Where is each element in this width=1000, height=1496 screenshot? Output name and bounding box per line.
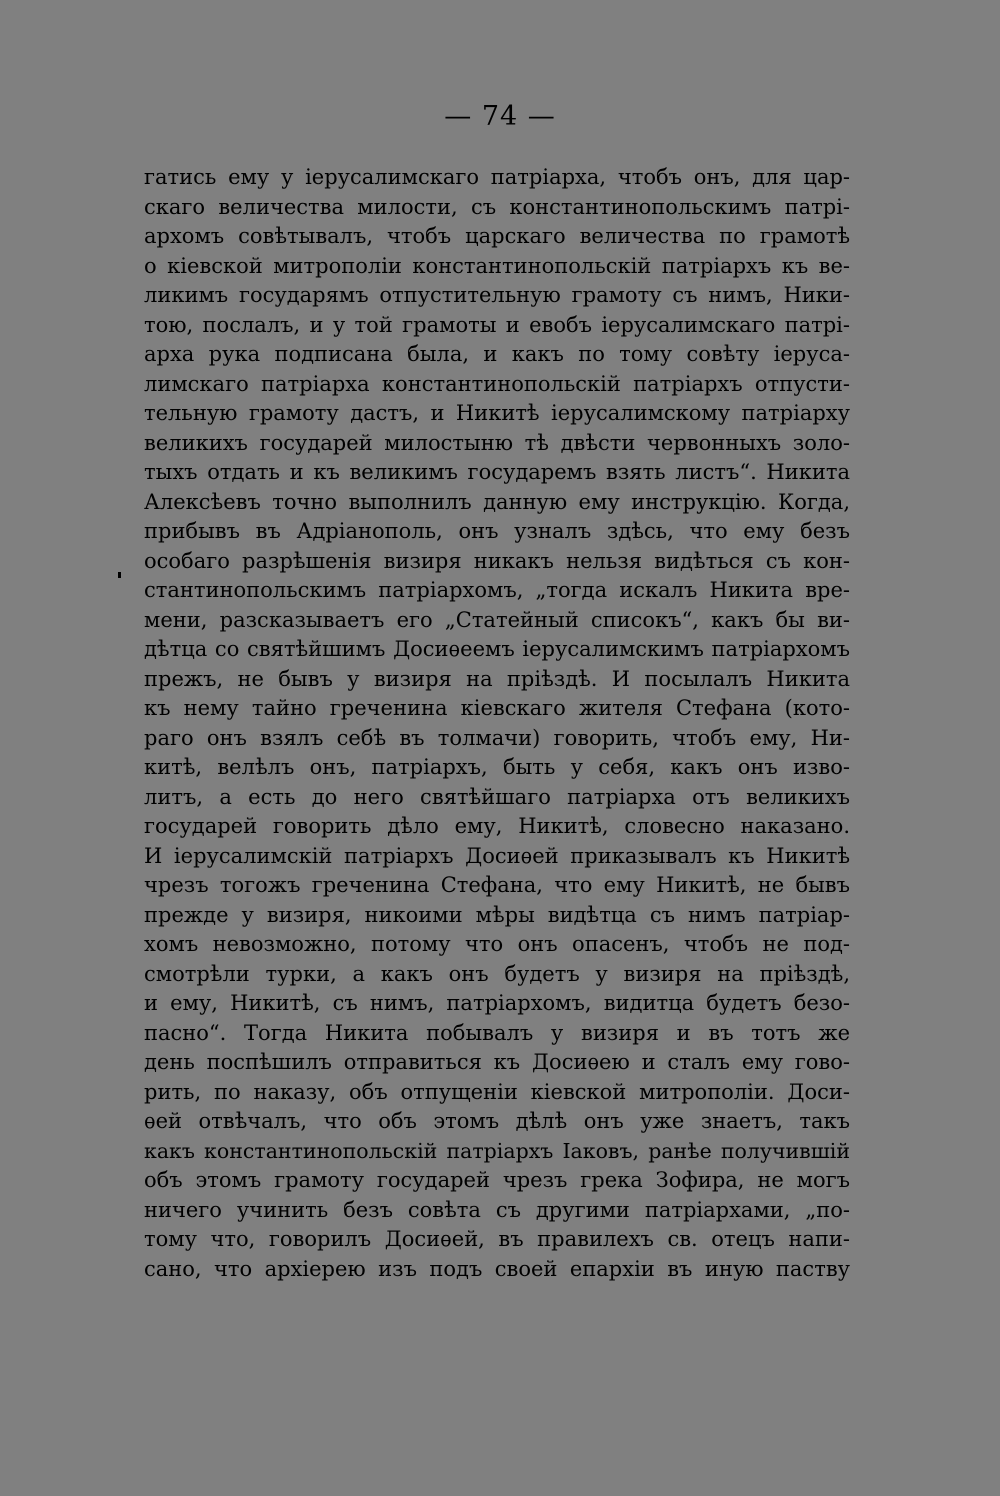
text-line: ѳей отвѣчалъ, что объ этомъ дѣлѣ онъ уже знаетъ, такъ (144, 1109, 850, 1133)
text-line: великихъ государей милостыню тѣ двѣсти червонныхъ золо- (144, 430, 850, 455)
text-line: къ нему тайно греченина кіевскаго жителя Стефана (кото- (144, 696, 850, 720)
text-line: стантинопольскимъ патріархомъ, „тогда искалъ Никита вре- (144, 578, 850, 602)
text-line: прежде у визиря, никоими мѣры видѣтца съ нимъ патріар- (144, 902, 850, 927)
text-line: тельную грамоту дастъ, и Никитѣ іерусалимскому патріарху (144, 401, 850, 425)
text-line: рить, по наказу, объ отпущеніи кіевской митрополіи. Доси- (144, 1079, 850, 1104)
text-line: чрезъ тогожъ греченина Стефана, что ему Никитѣ, не бывъ (144, 873, 850, 897)
text-line: смотрѣли турки, а какъ онъ будетъ у визиря на пріѣздѣ, (144, 961, 850, 986)
text-line: мени, разсказываетъ его „Статейный списокъ“, какъ бы ви- (144, 607, 850, 632)
text-line: раго онъ взялъ себѣ въ толмачи) говорить, чтобъ ему, Ни- (144, 725, 850, 750)
text-line: пасно“. Тогда Никита побывалъ у визиря и въ тотъ же (144, 1020, 850, 1045)
text-line: сано, что архіерею изъ подъ своей епархіи въ иную паству (144, 1256, 850, 1281)
text-line: день поспѣшилъ отправиться къ Досиѳею и сталъ ему гово- (144, 1050, 850, 1074)
text-line: государей говорить дѣло ему, Никитѣ, словесно наказано. (144, 814, 850, 838)
page-number: — 74 — (444, 101, 556, 132)
text-line: архомъ совѣтывалъ, чтобъ царскаго величества по грамотѣ (144, 224, 850, 248)
text-line: тыхъ отдать и къ великимъ государемъ взять листъ“. Никита (144, 460, 850, 484)
text-line: хомъ невозможно, потому что онъ опасенъ, чтобъ не под- (144, 932, 850, 956)
margin-mark (118, 572, 121, 578)
text-line: и ему, Никитѣ, съ нимъ, патріархомъ, видитца будетъ безо- (144, 991, 850, 1015)
text-line: объ этомъ грамоту государей чрезъ грека Зофира, не могъ (144, 1168, 850, 1192)
text-line: прибывъ въ Адріанополь, онъ узналъ здѣсь, что ему безъ (144, 519, 850, 543)
text-line: дѣтца со святѣйшимъ Досиѳеемъ іерусалимскимъ патріархомъ (144, 637, 850, 661)
text-line: ничего учинить безъ совѣта съ другими патріархами, „по- (144, 1197, 850, 1222)
text-line: ликимъ государямъ отпустительную грамоту съ нимъ, Ники- (144, 283, 850, 307)
text-line: о кіевской митрополіи константинопольскій патріархъ къ ве- (144, 253, 850, 278)
text-line: литъ, а есть до него святѣйшаго патріарха отъ великихъ (144, 784, 850, 809)
text-line: тому что, говорилъ Досиѳей, въ правилехъ св. отецъ напи- (144, 1227, 850, 1251)
text-line: Алексѣевъ точно выполнилъ данную ему инструкцію. Когда, (144, 489, 850, 514)
text-line: арха рука подписана была, и какъ по тому совѣту іеруса- (144, 342, 850, 366)
text-line: китѣ, велѣлъ онъ, патріархъ, быть у себя, какъ онъ изво- (144, 755, 850, 779)
text-line: особаго разрѣшенія визиря никакъ нельзя видѣться съ кон- (144, 548, 850, 573)
body-text (144, 163, 850, 1284)
text-line: какъ константинопольскій патріархъ Іаковъ, ранѣе получившій (144, 1138, 850, 1163)
text-line: скаго величества милости, съ константинопольскимъ патрі- (144, 194, 850, 219)
text-line: лимскаго патріарха константинопольскій патріархъ отпусти- (144, 371, 850, 396)
text-line: тою, послалъ, и у той грамоты и евобъ іерусалимскаго патрі- (144, 312, 850, 337)
text-line: гатись ему у іерусалимскаго патріарха, чтобъ онъ, для цар- (144, 165, 850, 189)
text-line: И іерусалимскій патріархъ Досиѳей приказывалъ къ Никитѣ (144, 843, 850, 868)
text-line: прежъ, не бывъ у визиря на пріѣздѣ. И посылалъ Никита (144, 666, 850, 691)
